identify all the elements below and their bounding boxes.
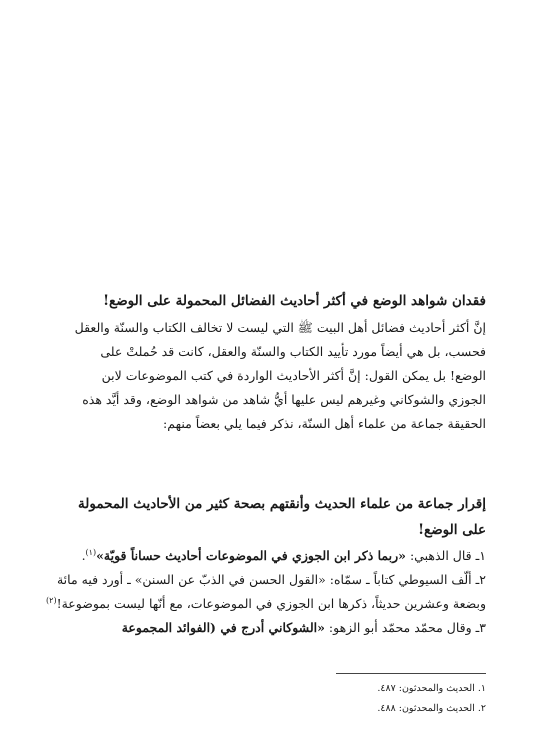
item-prefix: ١ـ قال الذهبي:	[405, 548, 486, 563]
item-quote: «الشوكاني أدرج في (الفوائد المجموعة	[121, 620, 325, 635]
list-item-abu-zahw	[58, 616, 486, 640]
footnote-text: ١. الحديث والمحدثون: ٤٨٧.	[377, 683, 486, 694]
footnote-1	[58, 682, 486, 696]
paragraph-line: إنَّ أكثر أحاديث فضائل أهل البيت ﷺ التي ليست لا تخالف الكتاب والسنّة والعقل	[74, 320, 486, 335]
paragraph-line: الوضع! بل يمكن القول: إنَّ أكثر الأحاديث الواردة في كتب الموضوعات لابن	[101, 368, 486, 383]
item-text: وبضعة وعشرين حديثاً، ذكرها ابن الجوزي في الموضوعات، مع أنّها ليست بموضوعة!	[56, 596, 486, 611]
footnote-2	[58, 702, 486, 716]
paragraph-intro	[58, 316, 486, 436]
paragraph-line: فحسب، بل هي أيضاً مورد تأييد الكتاب والسنّة والعقل، كانت قد حُملتْ على	[100, 344, 486, 359]
paragraph-line: الجوزي والشوكاني وغيرهم ليس عليها أيُّ شاهد من شواهد الوضع، وقد أيَّد هذه	[82, 392, 486, 407]
heading-text: فقدان شواهد الوضع في أكثر أحاديث الفضائل المحمولة على الوضع!	[103, 293, 486, 309]
heading-line: إقرار جماعة من علماء الحديث وأنقتهم بصحة كثير من الأحاديث المحمولة	[78, 496, 486, 512]
footnote-ref[interactable]: (٢)	[46, 595, 57, 605]
heading-line: على الوضع!	[418, 522, 486, 538]
footnote-text: ٢. الحديث والمحدثون: ٤٨٨.	[377, 703, 486, 714]
footnote-separator	[336, 673, 486, 674]
item-prefix: ٣ـ وقال محمّد محمّد أبو الزهو:	[324, 620, 486, 635]
numbered-list	[46, 544, 486, 640]
section-heading-scholars-admission	[58, 491, 486, 543]
list-item-suyuti-cont	[46, 592, 486, 616]
section-heading-fabrication-evidence	[58, 291, 486, 311]
footnote-ref[interactable]: (١)	[85, 547, 97, 557]
list-item-suyuti: ٢ـ ألّف السيوطي كتاباً ـ سمّاه: «القول الحسن في الذبّ عن السنن» ـ أورد فيه مائة	[56, 572, 486, 587]
paragraph-line: الحقيقة جماعة من علماء أهل السنّة، نذكر فيما يلي بعضاً منهم:	[163, 416, 486, 431]
list-item-dhahabi: ١ـ قال الذهبي: «ربما ذكر ابن الجوزي في الموضوعات أحاديث حساناً قويّة»$^{(١)}$.	[81, 547, 486, 563]
item-quote: «ربما ذكر ابن الجوزي في الموضوعات أحاديث حساناً قويّة»	[96, 548, 406, 563]
